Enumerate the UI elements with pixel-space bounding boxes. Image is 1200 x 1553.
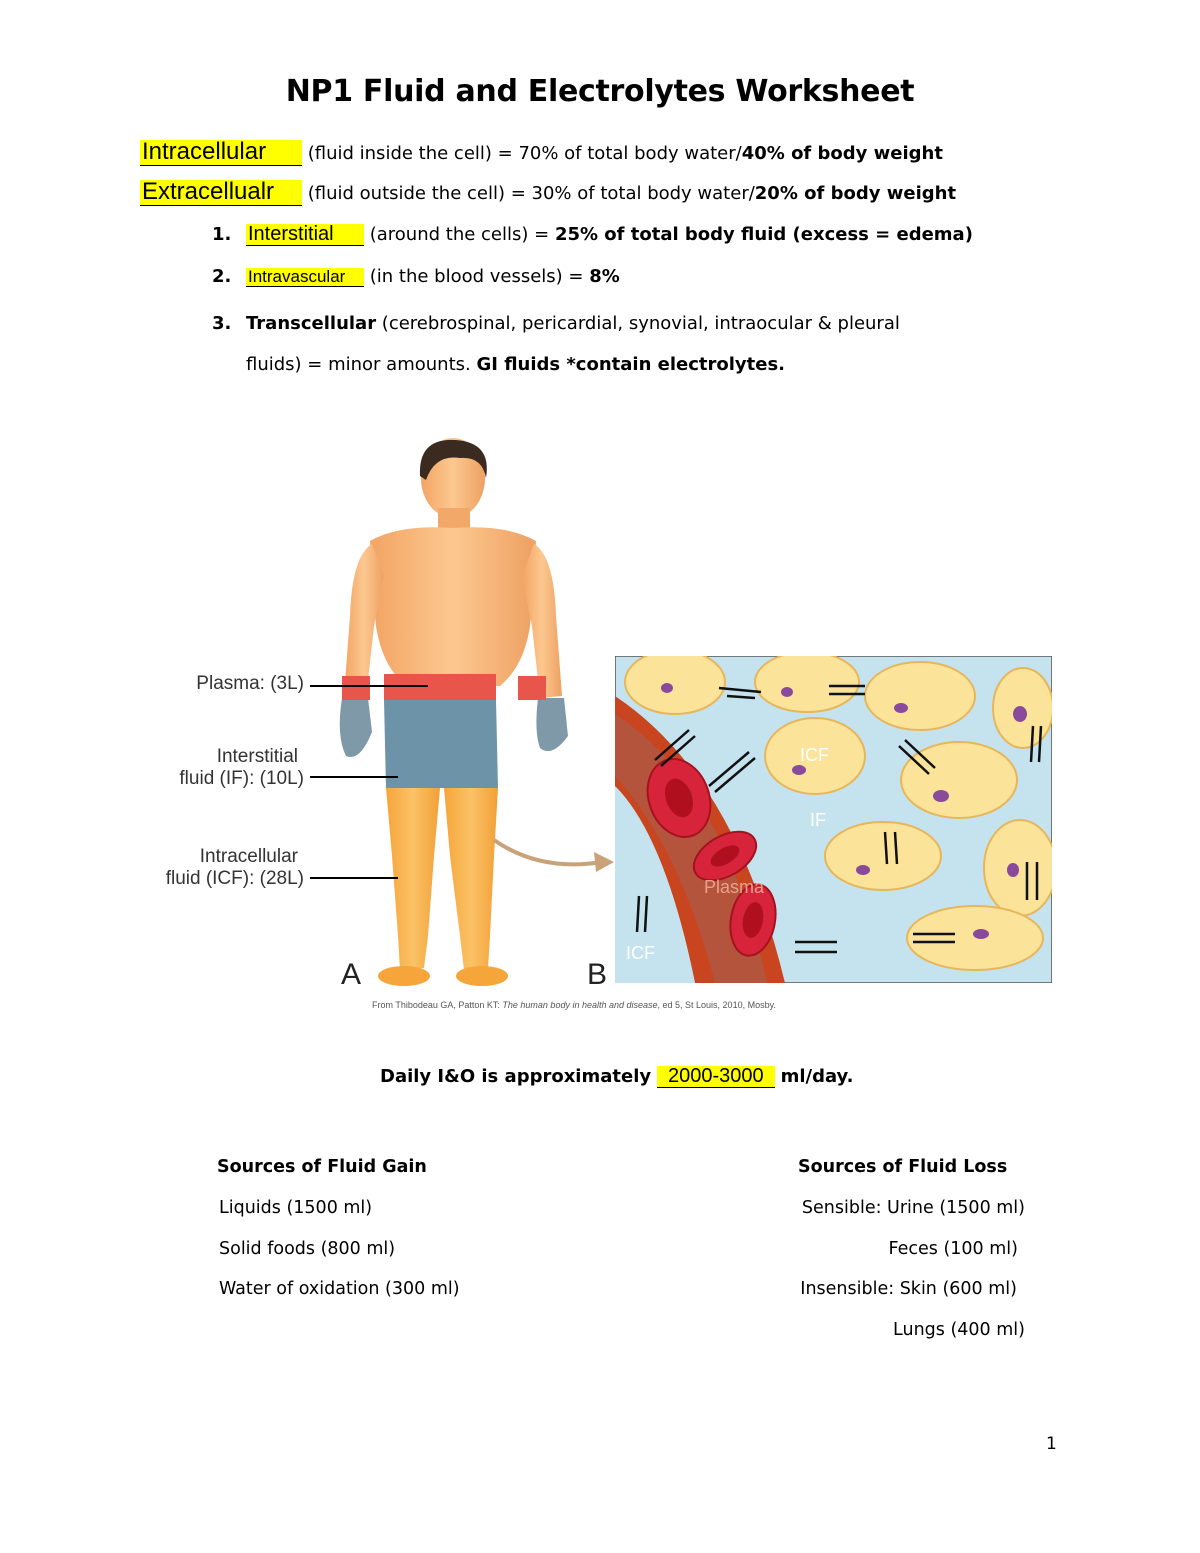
nucleus-shape [856, 865, 870, 875]
intracellular-text: (fluid inside the cell) = 70% of total body water/ [307, 143, 742, 164]
plasma-band-right-arm [518, 676, 546, 700]
intracellular-label-line2: fluid (ICF): (28L) [165, 868, 304, 889]
list-item-continuation [246, 354, 785, 375]
cell-shape [625, 656, 725, 714]
item-bold: 25% of total body fluid (excess = edema) [554, 224, 973, 245]
plasma-label: Plasma: (3L) [196, 673, 304, 694]
left-leg-shape [386, 788, 440, 970]
left-hand-shape [340, 698, 372, 757]
figure-credit [372, 1000, 776, 1010]
callout-arrow-icon [490, 820, 620, 880]
item-text: (around the cells) = [369, 224, 555, 245]
icf-label-top: ICF [800, 745, 829, 765]
gain-item: Water of oxidation (300 ml) [219, 1279, 460, 1299]
plasma-leader-line [310, 685, 428, 687]
intracellular-line [140, 140, 943, 166]
plasma-band-left-arm [342, 676, 370, 700]
list-item [212, 313, 900, 334]
credit-publisher: , ed 5, St Louis, 2010, Mosby. [657, 1000, 776, 1010]
nucleus-shape [1007, 863, 1019, 877]
figure-letter-b: B [587, 958, 608, 991]
loss-item: Insensible: Skin (600 ml) [800, 1279, 1017, 1299]
loss-item: Sensible: Urine (1500 ml) [801, 1198, 1025, 1218]
nucleus-shape [973, 929, 989, 939]
nucleus-shape [933, 790, 949, 802]
cell-shape [907, 906, 1043, 970]
interstitial-label-line2: fluid (IF): (10L) [179, 768, 304, 789]
loss-item: Lungs (400 ml) [893, 1320, 1025, 1340]
intracellular-leader-line [310, 877, 398, 879]
item-bold: GI fluids *contain electrolytes. [476, 354, 786, 375]
cell-shape [865, 662, 975, 730]
loss-item: Feces (100 ml) [888, 1239, 1018, 1259]
body-figure [300, 436, 600, 996]
extracellular-blank: Extracellualr [140, 180, 302, 206]
extracellular-bold: 20% of body weight [754, 183, 957, 204]
daily-io-blank: 2000-3000 [657, 1066, 775, 1088]
cell-inset-figure [615, 656, 1052, 983]
interstitial-leader-line [310, 776, 398, 778]
loss-heading: Sources of Fluid Loss [798, 1157, 1008, 1177]
item-text: fluids) = minor amounts. [246, 354, 477, 375]
plasma-inset-label: Plasma [704, 877, 765, 897]
interstitial-band [384, 700, 498, 788]
list-item [212, 224, 973, 246]
interstitial-label-line1: Interstitial [216, 746, 298, 767]
intravascular-blank: Intravascular [246, 268, 364, 287]
cell-shape [755, 656, 859, 712]
item-text: (in the blood vessels) = [369, 266, 590, 287]
interstitial-blank: Interstitial [246, 224, 364, 246]
icf-label-bottom: ICF [626, 943, 655, 963]
extracellular-line [140, 180, 956, 206]
plasma-band [384, 674, 496, 700]
nucleus-shape [792, 765, 806, 775]
credit-book-title: The human body in health and disease [502, 1000, 658, 1010]
daily-io-unit: ml/day. [780, 1066, 854, 1087]
torso-shape [370, 527, 536, 686]
gain-item: Solid foods (800 ml) [219, 1239, 396, 1259]
page-number: 1 [1046, 1434, 1057, 1454]
gain-heading: Sources of Fluid Gain [217, 1157, 427, 1177]
right-foot-shape [456, 966, 508, 986]
if-label: IF [810, 810, 826, 830]
right-hand-shape [536, 698, 568, 751]
extracellular-text: (fluid outside the cell) = 30% of total body water/ [307, 183, 755, 204]
figure-letter-a: A [341, 958, 362, 991]
list-item [212, 266, 620, 287]
nucleus-shape [1013, 706, 1027, 722]
item-text: (cerebrospinal, pericardial, synovial, intraocular & pleural [376, 313, 900, 334]
credit-authors: From Thibodeau GA, Patton KT: [372, 1000, 503, 1010]
daily-io-text: Daily I&O is approximately [380, 1066, 652, 1087]
item-number: 3. [212, 313, 232, 334]
intracellular-bold: 40% of body weight [741, 143, 943, 164]
item-number: 1. [212, 224, 232, 245]
nucleus-shape [894, 703, 908, 713]
intracellular-label-line1: Intracellular [199, 846, 298, 867]
item-bold: 8% [589, 266, 620, 287]
nucleus-shape [781, 687, 793, 697]
daily-io-line [380, 1066, 853, 1088]
item-number: 2. [212, 266, 232, 287]
cell-shape [825, 822, 941, 890]
gain-item: Liquids (1500 ml) [219, 1198, 373, 1218]
nucleus-shape [661, 683, 673, 693]
item-bold: Transcellular [246, 313, 377, 334]
page-title: NP1 Fluid and Electrolytes Worksheet [285, 74, 915, 109]
intracellular-blank: Intracellular [140, 140, 302, 166]
left-foot-shape [378, 966, 430, 986]
